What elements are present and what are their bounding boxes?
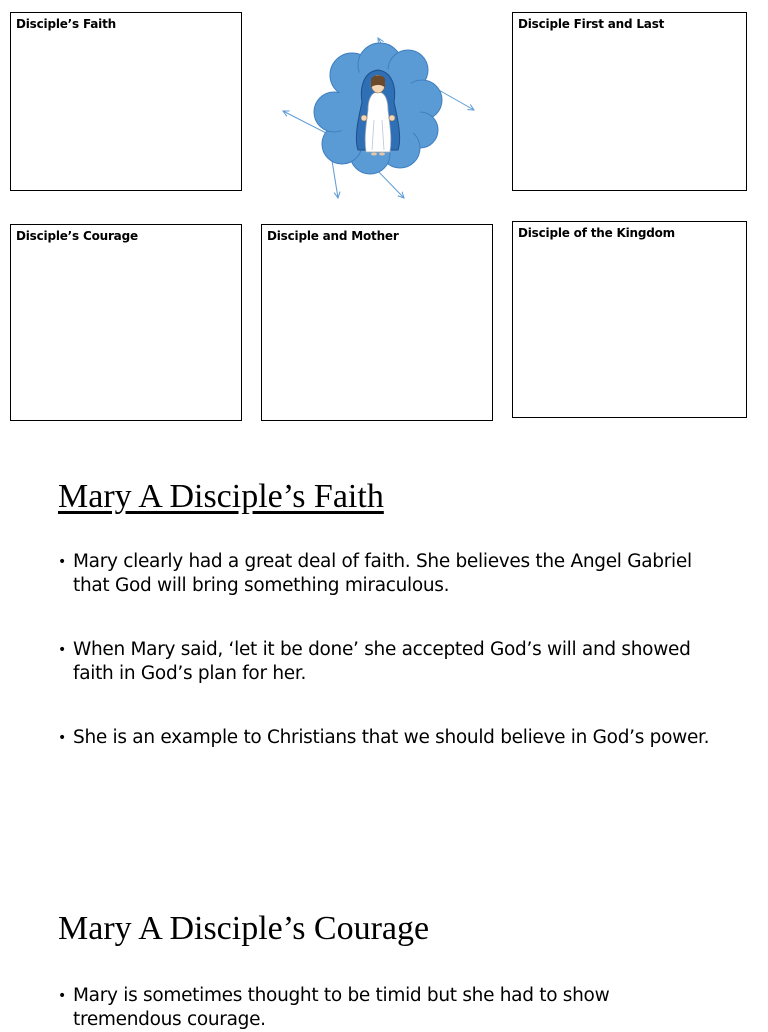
list-item [58, 550, 718, 598]
section-title-faith: Mary A Disciple’s Faith [58, 478, 384, 515]
list-item [58, 638, 718, 686]
mary-cloud-diagram [270, 30, 485, 205]
section-title-courage: Mary A Disciple’s Courage [58, 910, 430, 947]
box-label: Disciple and Mother [267, 229, 399, 243]
mary-figure [356, 70, 399, 156]
bullet-text: Mary is sometimes thought to be timid but she had to show tremendous courage. [73, 985, 610, 1030]
box-disciples-faith [10, 12, 242, 191]
bullet-icon: • [58, 554, 66, 570]
bullet-text: She is an example to Christians that we should believe in God’s power. [73, 727, 710, 748]
bullet-text: When Mary said, ‘let it be done’ she accepted God’s will and showed faith in God’s plan for her. [73, 639, 691, 684]
box-label: Disciple of the Kingdom [518, 226, 675, 240]
courage-bullet-list [58, 984, 638, 1032]
box-disciple-and-mother [261, 224, 493, 421]
box-disciple-of-the-kingdom [512, 221, 747, 418]
bullet-icon: • [58, 642, 66, 658]
box-label: Disciple’s Courage [16, 229, 138, 243]
box-disciples-courage [10, 224, 242, 421]
bullet-icon: • [58, 988, 66, 1004]
faith-bullet-list [58, 550, 718, 750]
box-label: Disciple First and Last [518, 17, 665, 31]
list-item [58, 984, 638, 1032]
bullet-icon: • [58, 730, 66, 746]
bullet-text: Mary clearly had a great deal of faith. She believes the Angel Gabriel that God will bring something miraculous. [73, 551, 692, 596]
list-item [58, 726, 743, 750]
box-label: Disciple’s Faith [16, 17, 116, 31]
box-disciple-first-and-last [512, 12, 747, 191]
